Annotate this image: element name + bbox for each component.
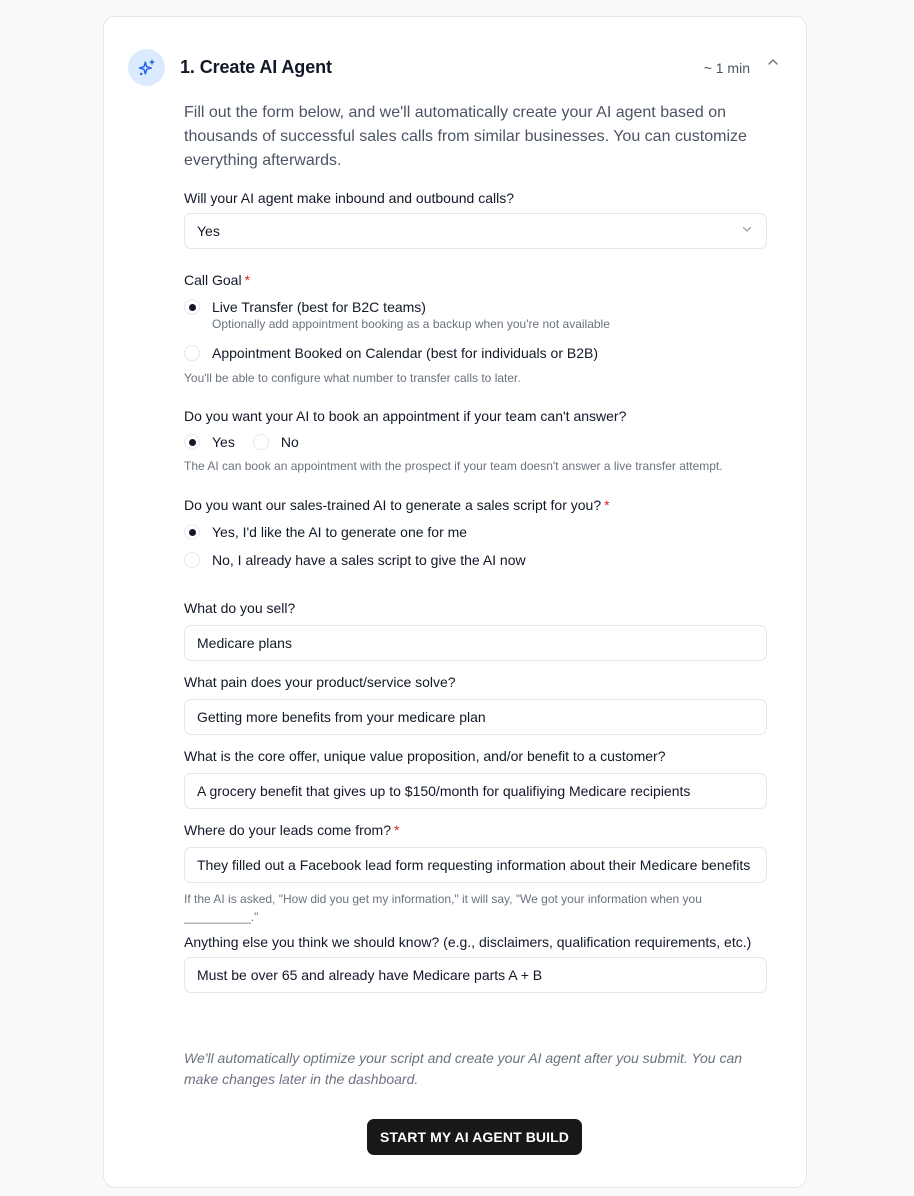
start-build-button[interactable]: START MY AI AGENT BUILD: [367, 1119, 582, 1155]
what-sell-label: What do you sell?: [184, 600, 296, 616]
call-goal-field: [184, 271, 767, 387]
radio-no[interactable]: [253, 434, 269, 450]
call-direction-select[interactable]: [184, 213, 767, 249]
script-option-generate[interactable]: [184, 523, 767, 541]
call-goal-option-appointment[interactable]: [184, 344, 767, 362]
radio-yes[interactable]: [184, 434, 200, 450]
call-direction-field: [184, 189, 767, 249]
radio-label: No, I already have a sales script to give the AI now: [212, 552, 526, 568]
radio-live-transfer[interactable]: [184, 299, 200, 315]
backup-booking-option-no[interactable]: [253, 433, 299, 451]
required-marker: *: [244, 272, 251, 288]
lead-source-input[interactable]: [184, 847, 767, 883]
radio-own-script[interactable]: [184, 552, 200, 568]
lead-source-field: [184, 821, 767, 926]
step-title: 1. Create AI Agent: [180, 57, 332, 77]
what-sell-field: [184, 599, 767, 661]
sparkles-icon: [128, 49, 165, 86]
footer-note: We'll automatically optimize your script and create your AI agent after you submit. You can make changes later in the dashboard.: [184, 1050, 743, 1087]
pain-label: What pain does your product/service solve?: [184, 674, 456, 690]
radio-label: Live Transfer (best for B2C teams): [212, 299, 426, 315]
step-duration: ~ 1 min: [703, 60, 750, 76]
required-marker: *: [393, 822, 400, 838]
core-offer-input[interactable]: [184, 773, 767, 809]
what-sell-input[interactable]: [184, 625, 767, 661]
pain-field: [184, 673, 767, 735]
lead-source-help: If the AI is asked, "How did you get my information," it will say, "We got your information when you __________.": [184, 892, 702, 924]
anything-else-label: Anything else you think we should know? (e.g., disclaimers, qualification requirements, etc.): [184, 934, 752, 950]
backup-booking-label: Do you want your AI to book an appointment if your team can't answer?: [184, 408, 627, 424]
radio-sub-label: Optionally add appointment booking as a backup when you're not available: [212, 317, 610, 331]
backup-booking-option-yes[interactable]: [184, 433, 235, 451]
create-agent-card: [103, 16, 807, 1188]
script-generation-field: [184, 496, 767, 569]
step-header: [128, 49, 782, 87]
radio-label: No: [280, 434, 299, 450]
radio-label: Appointment Booked on Calendar (best for individuals or B2B): [212, 345, 598, 361]
anything-else-input[interactable]: [184, 957, 767, 993]
core-offer-label: What is the core offer, unique value proposition, and/or benefit to a customer?: [184, 748, 666, 764]
backup-booking-help: The AI can book an appointment with the prospect if your team doesn't answer a live transfer attempt.: [184, 459, 723, 473]
radio-label: Yes: [212, 434, 235, 450]
radio-generate[interactable]: [184, 524, 200, 540]
call-direction-value: Yes: [197, 223, 220, 239]
script-generation-label: Do you want our sales-trained AI to generate a sales script for you? *: [184, 497, 610, 513]
chevron-down-icon: [742, 226, 752, 233]
chevron-up-icon: [767, 58, 779, 66]
script-option-own[interactable]: [184, 551, 767, 569]
anything-else-field: [184, 935, 767, 993]
radio-appointment[interactable]: [184, 345, 200, 361]
call-direction-label: Will your AI agent make inbound and outbound calls?: [184, 190, 514, 206]
call-goal-label: Call Goal *: [184, 272, 251, 288]
required-marker: *: [604, 497, 610, 513]
intro-text: Fill out the form below, and we'll automatically create your AI agent based on thousands of successful sales calls from similar businesses. You can customize everything afterwards.: [184, 104, 747, 169]
core-offer-field: [184, 747, 767, 809]
lead-source-label: Where do your leads come from? *: [184, 822, 400, 838]
call-goal-help: You'll be able to configure what number to transfer calls to later.: [184, 371, 521, 385]
collapse-button[interactable]: [764, 53, 782, 71]
call-goal-option-live-transfer[interactable]: [184, 298, 767, 332]
radio-label: Yes, I'd like the AI to generate one for me: [212, 524, 468, 540]
backup-booking-field: [184, 407, 767, 475]
pain-input[interactable]: [184, 699, 767, 735]
